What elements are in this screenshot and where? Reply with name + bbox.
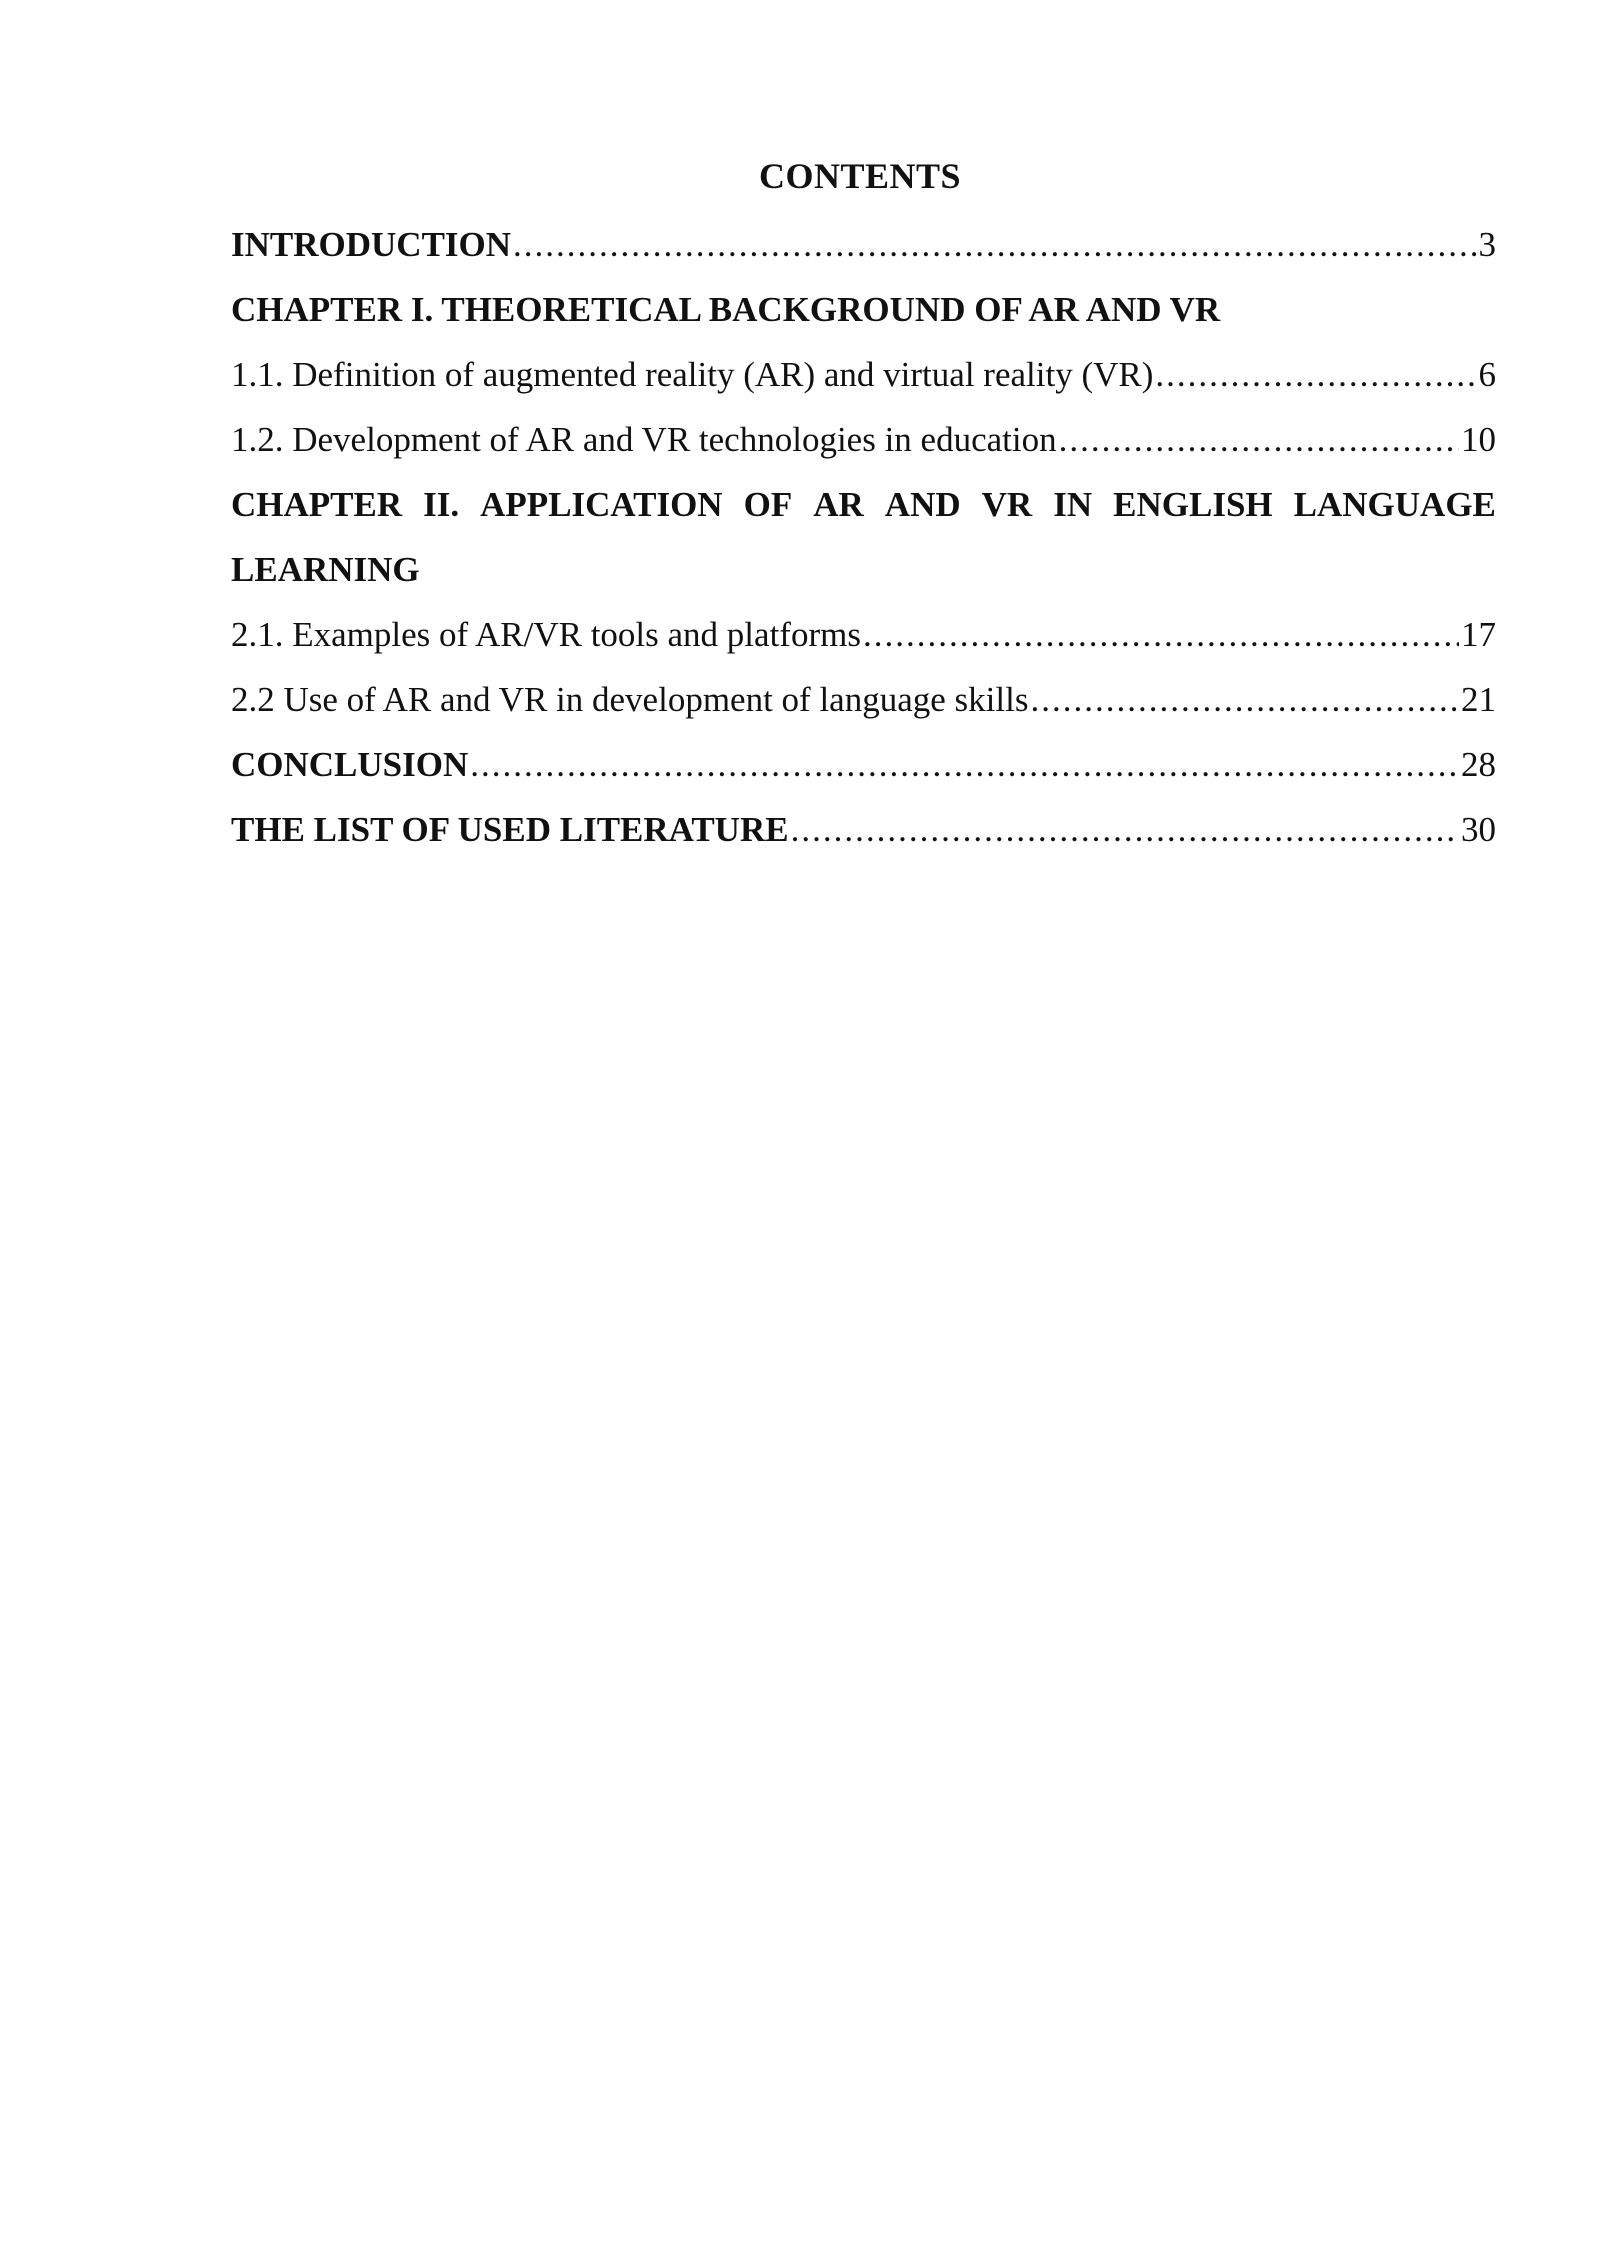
toc-entry-label: 2.2 Use of AR and VR in development of language skills [231, 680, 1029, 719]
toc-entry-word: AR [813, 485, 864, 524]
toc-entry-word: CHAPTER [231, 485, 403, 524]
dot-leader [791, 797, 1459, 862]
toc-entry-literature[interactable] [231, 797, 1496, 862]
toc-entry-label: 2.1. Examples of AR/VR tools and platforms [231, 615, 861, 654]
toc-entry-introduction[interactable] [231, 212, 1496, 277]
toc-entry-word: ENGLISH [1113, 485, 1273, 524]
toc-entry-word: OF [743, 485, 793, 524]
toc-page-number: 10 [1461, 420, 1496, 459]
toc-page-number: 21 [1461, 680, 1496, 719]
toc-entry-chapter-2[interactable] [231, 472, 1496, 537]
toc-entry-label: 1.1. Definition of augmented reality (AR) and virtual reality (VR) [231, 355, 1154, 394]
toc-entry-1-1[interactable] [231, 342, 1496, 407]
toc-entry-label: CHAPTER I. THEORETICAL BACKGROUND OF AR AND VR [231, 290, 1221, 329]
dot-leader [1059, 407, 1459, 472]
toc-entry-conclusion[interactable] [231, 732, 1496, 797]
dot-leader [1030, 667, 1459, 732]
toc-entry-word: AND [884, 485, 961, 524]
dot-leader [863, 602, 1459, 667]
toc-entry-word: APPLICATION [480, 485, 723, 524]
page-title: CONTENTS [758, 156, 962, 196]
dot-leader [1155, 342, 1476, 407]
toc-entry-label: INTRODUCTION [231, 225, 512, 264]
toc-entry-chapter-1[interactable] [231, 277, 1496, 342]
toc-entry-label: THE LIST OF USED LITERATURE [231, 810, 789, 849]
toc-page-number: 28 [1461, 745, 1496, 784]
toc-page-number: 6 [1478, 355, 1496, 394]
toc-page-number: 3 [1478, 225, 1496, 264]
toc-entry-2-1[interactable] [231, 602, 1496, 667]
toc-entry-chapter-2-continued[interactable] [231, 537, 1496, 602]
toc-entry-label: 1.2. Development of AR and VR technologies in education [231, 420, 1057, 459]
toc-entry-1-2[interactable] [231, 407, 1496, 472]
toc-page-number: 30 [1461, 810, 1496, 849]
toc-page-number: 17 [1461, 615, 1496, 654]
toc-entry-word: VR [981, 485, 1033, 524]
toc-entry-2-2[interactable] [231, 667, 1496, 732]
dot-leader [470, 732, 1459, 797]
dot-leader [513, 212, 1476, 277]
toc-entry-label: CONCLUSION [231, 745, 469, 784]
toc-entry-word: II. [423, 485, 460, 524]
toc-entry-word: IN [1053, 485, 1093, 524]
toc-entry-label: LEARNING [231, 550, 420, 589]
table-of-contents [231, 212, 1496, 862]
toc-entry-word: LANGUAGE [1293, 485, 1496, 524]
